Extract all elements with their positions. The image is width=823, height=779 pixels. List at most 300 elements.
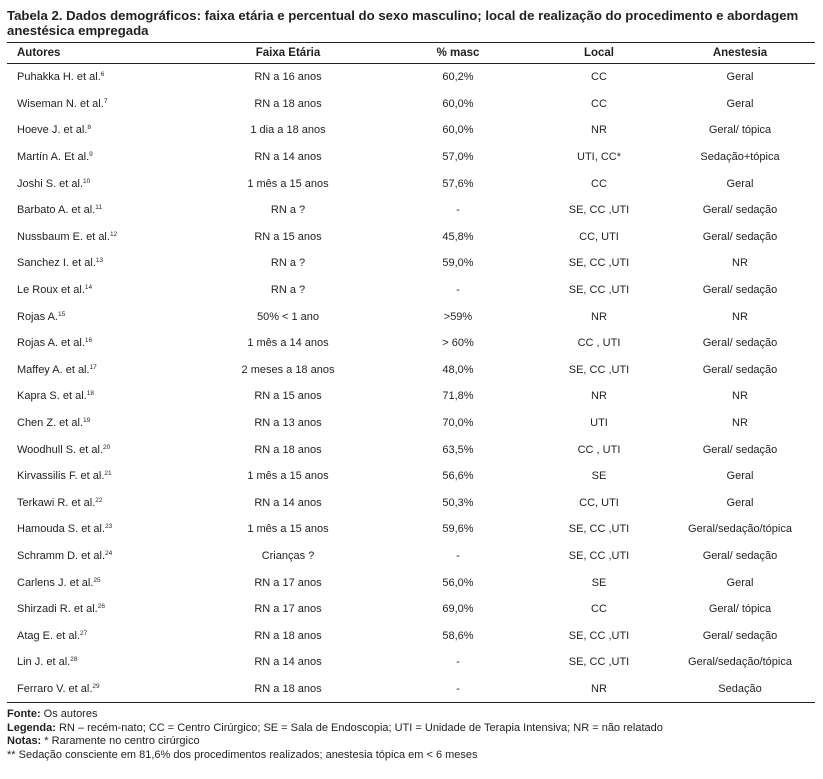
cell-local-text: NR	[591, 124, 607, 137]
cell-author-text: Joshi S. et al.	[17, 177, 84, 190]
reference-number: 7	[103, 97, 108, 105]
cell-age-range-text: 2 meses a 18 anos	[241, 363, 335, 376]
cell-percent-male-text: >59%	[443, 310, 473, 323]
cell-author-text: Chen Z. et al.	[17, 417, 84, 430]
cell-author-text: Shirzadi R. et al.	[17, 603, 98, 616]
table-row	[7, 357, 815, 384]
header-local: Local	[533, 43, 665, 64]
note-legenda-label: Legenda:	[7, 721, 56, 734]
cell-local	[533, 436, 665, 463]
cell-local	[533, 383, 665, 410]
cell-local	[533, 303, 665, 330]
cell-local-text: SE, CC ,UTI	[568, 257, 630, 270]
cell-local-text: SE, CC ,UTI	[568, 549, 630, 562]
cell-author	[7, 383, 193, 410]
cell-author	[7, 170, 193, 197]
cell-author	[7, 490, 193, 517]
cell-anesthesia-text: Geral/ sedação	[702, 629, 778, 642]
cell-local	[533, 649, 665, 676]
table-row	[7, 516, 815, 543]
cell-local	[533, 277, 665, 304]
reference-number: 24	[105, 549, 113, 557]
cell-author-text: Martín A. Et al.	[17, 151, 90, 164]
reference-number: 17	[89, 363, 97, 371]
table-row	[7, 463, 815, 490]
cell-percent-male-text: -	[456, 204, 460, 217]
reference-number: 22	[95, 496, 103, 504]
cell-anesthesia-text: Geral/sedação/tópica	[688, 656, 792, 669]
cell-anesthesia-text: NR	[732, 390, 748, 403]
cell-age-range	[193, 277, 383, 304]
cell-percent-male-text: 48,0%	[442, 363, 474, 376]
table-row	[7, 117, 815, 144]
cell-age-range	[193, 330, 383, 357]
cell-anesthesia	[665, 543, 815, 570]
cell-anesthesia-text: Geral	[726, 496, 754, 509]
cell-local	[533, 91, 665, 118]
cell-anesthesia	[665, 569, 815, 596]
cell-percent-male	[383, 463, 533, 490]
cell-author-text: Kirvassilis F. et al.	[17, 470, 105, 483]
cell-author	[7, 64, 193, 91]
cell-percent-male	[383, 117, 533, 144]
table-row	[7, 676, 815, 703]
cell-anesthesia-text: Geral	[726, 576, 754, 589]
cell-percent-male-text: > 60%	[442, 337, 474, 350]
reference-number: 6	[100, 71, 105, 79]
cell-age-range	[193, 383, 383, 410]
cell-anesthesia	[665, 303, 815, 330]
cell-author-text: Terkawi R. et al.	[17, 496, 96, 509]
cell-local	[533, 490, 665, 517]
cell-local	[533, 676, 665, 703]
cell-author	[7, 569, 193, 596]
cell-percent-male	[383, 383, 533, 410]
reference-number: 14	[84, 284, 93, 292]
cell-local	[533, 144, 665, 171]
cell-age-range-text: RN a 15 anos	[254, 390, 322, 403]
cell-anesthesia	[665, 330, 815, 357]
cell-author	[7, 649, 193, 676]
table-row	[7, 383, 815, 410]
cell-anesthesia	[665, 622, 815, 649]
table-row	[7, 622, 815, 649]
reference-number: 12	[109, 230, 118, 238]
cell-local	[533, 170, 665, 197]
cell-author-text: Sanchez I. et al.	[17, 257, 96, 270]
cell-author-text: Carlens J. et al.	[17, 576, 94, 589]
cell-author-text: Le Roux et al.	[17, 284, 85, 297]
table-row	[7, 250, 815, 277]
cell-anesthesia-text: NR	[732, 417, 748, 430]
cell-anesthesia-text: Geral/ sedação	[702, 204, 778, 217]
cell-age-range-text: 1 mês a 15 anos	[247, 470, 329, 483]
cell-anesthesia	[665, 144, 815, 171]
cell-local	[533, 622, 665, 649]
cell-local-text: CC , UTI	[577, 337, 621, 350]
cell-percent-male-text: -	[456, 284, 460, 297]
cell-author-text: Ferraro V. et al.	[17, 682, 93, 695]
table-row	[7, 91, 815, 118]
cell-author-text: Schramm D. et al.	[17, 549, 106, 562]
reference-number: 25	[93, 576, 101, 584]
cell-percent-male-text: -	[456, 549, 460, 562]
cell-local	[533, 330, 665, 357]
cell-percent-male	[383, 330, 533, 357]
cell-local	[533, 410, 665, 437]
table-row	[7, 410, 815, 437]
cell-author	[7, 516, 193, 543]
table-caption: Tabela 2. Dados demográficos: faixa etária e percentual do sexo masculino; local de realização do procedimento e abordagem anestésica empregada	[7, 8, 799, 38]
table-row	[7, 596, 815, 623]
cell-local	[533, 64, 665, 91]
cell-percent-male-text: 57,6%	[442, 177, 474, 190]
header-percent-masc: % masc	[383, 43, 533, 64]
table-row	[7, 224, 815, 251]
cell-age-range-text: 1 dia a 18 anos	[250, 124, 326, 137]
cell-local	[533, 250, 665, 277]
header-autores: Autores	[7, 43, 193, 64]
cell-author-text: Maffey A. et al.	[17, 363, 90, 376]
cell-age-range-text: RN a 18 anos	[254, 629, 322, 642]
cell-percent-male	[383, 64, 533, 91]
cell-anesthesia	[665, 383, 815, 410]
cell-age-range	[193, 224, 383, 251]
cell-author	[7, 543, 193, 570]
note-fonte	[7, 708, 816, 722]
cell-author	[7, 622, 193, 649]
cell-author	[7, 303, 193, 330]
cell-percent-male	[383, 91, 533, 118]
cell-age-range-text: RN a 18 anos	[254, 97, 322, 110]
cell-author-text: Kapra S. et al.	[17, 390, 87, 403]
cell-percent-male-text: 58,6%	[442, 629, 474, 642]
cell-local-text: CC , UTI	[577, 443, 621, 456]
table-header-row	[7, 43, 815, 64]
cell-anesthesia-text: Geral/ tópica	[708, 124, 772, 137]
cell-age-range-text: RN a 14 anos	[254, 496, 322, 509]
cell-age-range-text: RN a 13 anos	[254, 417, 322, 430]
table-body	[7, 64, 815, 703]
cell-local-text: CC	[591, 603, 607, 616]
cell-percent-male-text: 45,8%	[442, 230, 474, 243]
note-notas-label: Notas:	[7, 735, 42, 748]
table-row	[7, 277, 815, 304]
cell-local-text: UTI, CC*	[577, 151, 621, 164]
cell-percent-male	[383, 622, 533, 649]
cell-percent-male	[383, 543, 533, 570]
cell-author-text: Lin J. et al.	[17, 656, 71, 669]
cell-local-text: CC, UTI	[579, 230, 619, 243]
cell-author-text: Hamouda S. et al.	[17, 523, 106, 536]
note-sedacao: ** Sedação consciente em 81,6% dos procedimentos realizados; anestesia tópica em < 6 meses	[7, 748, 478, 761]
cell-local-text: SE, CC ,UTI	[568, 284, 630, 297]
cell-local-text: CC, UTI	[579, 496, 619, 509]
cell-local-text: SE, CC ,UTI	[568, 363, 630, 376]
reference-number: 11	[95, 204, 103, 212]
cell-age-range	[193, 303, 383, 330]
cell-percent-male	[383, 224, 533, 251]
note-notas	[7, 735, 816, 749]
cell-author	[7, 330, 193, 357]
cell-age-range	[193, 490, 383, 517]
cell-anesthesia-text: Geral	[726, 97, 754, 110]
reference-number: 16	[84, 337, 93, 345]
note-legenda-text: RN – recém-nato; CC = Centro Cirúrgico; SE = Sala de Endoscopia; UTI = Unidade de Terapia Intensiva; NR = não relatado	[55, 721, 663, 734]
cell-age-range	[193, 516, 383, 543]
reference-number: 18	[86, 390, 94, 398]
cell-age-range	[193, 250, 383, 277]
cell-local-text: NR	[591, 682, 607, 695]
cell-age-range-text: Crianças ?	[261, 549, 315, 562]
table-row	[7, 303, 815, 330]
cell-age-range	[193, 91, 383, 118]
cell-local-text: SE, CC ,UTI	[568, 204, 630, 217]
cell-anesthesia	[665, 277, 815, 304]
cell-anesthesia-text: NR	[732, 310, 748, 323]
cell-local	[533, 569, 665, 596]
cell-local-text: SE, CC ,UTI	[568, 656, 630, 669]
cell-age-range-text: RN a 18 anos	[254, 443, 322, 456]
table-row	[7, 543, 815, 570]
cell-age-range-text: RN a 14 anos	[254, 151, 322, 164]
cell-local	[533, 463, 665, 490]
reference-number: 21	[104, 470, 112, 478]
cell-percent-male-text: 60,0%	[442, 97, 474, 110]
cell-age-range-text: RN a 17 anos	[254, 576, 322, 589]
cell-percent-male	[383, 357, 533, 384]
reference-number: 19	[83, 417, 91, 425]
cell-anesthesia	[665, 436, 815, 463]
cell-age-range	[193, 676, 383, 703]
cell-local	[533, 224, 665, 251]
note-legenda	[7, 722, 816, 736]
cell-local-text: SE	[591, 470, 607, 483]
cell-anesthesia	[665, 649, 815, 676]
cell-author	[7, 144, 193, 171]
cell-anesthesia-text: Geral	[726, 470, 754, 483]
cell-anesthesia	[665, 197, 815, 224]
cell-age-range	[193, 436, 383, 463]
cell-anesthesia	[665, 410, 815, 437]
cell-percent-male	[383, 197, 533, 224]
cell-age-range	[193, 596, 383, 623]
table-row	[7, 649, 815, 676]
reference-number: 28	[70, 656, 78, 664]
cell-local	[533, 197, 665, 224]
cell-age-range	[193, 117, 383, 144]
cell-percent-male-text: 60,2%	[442, 71, 474, 84]
cell-author	[7, 197, 193, 224]
cell-percent-male	[383, 676, 533, 703]
note-fonte-label: Fonte:	[7, 708, 41, 721]
cell-percent-male	[383, 303, 533, 330]
cell-age-range	[193, 197, 383, 224]
cell-age-range-text: RN a 16 anos	[254, 71, 322, 84]
cell-age-range	[193, 543, 383, 570]
reference-number: 9	[89, 151, 93, 159]
cell-percent-male-text: -	[456, 656, 460, 669]
cell-percent-male-text: 56,6%	[442, 470, 474, 483]
cell-author-text: Atag E. et al.	[17, 629, 80, 642]
cell-percent-male	[383, 277, 533, 304]
cell-age-range	[193, 357, 383, 384]
cell-anesthesia	[665, 516, 815, 543]
cell-age-range	[193, 410, 383, 437]
cell-percent-male	[383, 516, 533, 543]
cell-percent-male-text: 70,0%	[442, 417, 474, 430]
cell-age-range	[193, 64, 383, 91]
cell-author-text: Hoeve J. et al.	[17, 124, 88, 137]
cell-author-text: Wiseman N. et al.	[17, 97, 104, 110]
cell-age-range-text: RN a 17 anos	[254, 603, 322, 616]
cell-local	[533, 596, 665, 623]
cell-percent-male	[383, 250, 533, 277]
cell-local-text: NR	[591, 310, 607, 323]
cell-anesthesia-text: Geral/ sedação	[702, 284, 778, 297]
cell-local-text: CC	[591, 177, 607, 190]
demographics-table	[7, 42, 815, 703]
cell-percent-male	[383, 569, 533, 596]
cell-author	[7, 91, 193, 118]
cell-anesthesia-text: Geral/ sedação	[702, 337, 778, 350]
cell-anesthesia-text: Geral/ sedação	[702, 230, 778, 243]
cell-anesthesia-text: Geral	[726, 177, 754, 190]
cell-local-text: CC	[591, 71, 607, 84]
reference-number: 23	[105, 523, 113, 531]
cell-local	[533, 117, 665, 144]
cell-anesthesia	[665, 224, 815, 251]
cell-age-range-text: RN a ?	[270, 284, 306, 297]
cell-age-range	[193, 144, 383, 171]
cell-age-range	[193, 622, 383, 649]
cell-author	[7, 357, 193, 384]
cell-anesthesia	[665, 117, 815, 144]
reference-number: 10	[83, 177, 91, 185]
cell-percent-male-text: 69,0%	[442, 603, 474, 616]
cell-percent-male	[383, 144, 533, 171]
table-row	[7, 144, 815, 171]
cell-anesthesia	[665, 64, 815, 91]
cell-local	[533, 357, 665, 384]
cell-percent-male	[383, 410, 533, 437]
table-notes	[7, 708, 816, 762]
cell-anesthesia	[665, 676, 815, 703]
cell-anesthesia-text: Sedação	[718, 682, 762, 695]
cell-author-text: Barbato A. et al.	[17, 204, 96, 217]
cell-local-text: UTI	[590, 417, 608, 430]
cell-author	[7, 410, 193, 437]
cell-percent-male	[383, 490, 533, 517]
cell-age-range-text: 1 mês a 14 anos	[247, 337, 329, 350]
reference-number: 15	[57, 310, 66, 318]
cell-anesthesia-text: NR	[732, 257, 748, 270]
cell-anesthesia-text: Geral/ sedação	[702, 549, 778, 562]
cell-anesthesia	[665, 91, 815, 118]
cell-anesthesia	[665, 596, 815, 623]
cell-percent-male-text: 59,6%	[442, 523, 474, 536]
cell-author	[7, 676, 193, 703]
cell-age-range-text: 50% < 1 ano	[256, 310, 320, 323]
table-row	[7, 490, 815, 517]
reference-number: 26	[97, 603, 105, 611]
cell-author	[7, 463, 193, 490]
cell-author	[7, 596, 193, 623]
cell-percent-male-text: 50,3%	[442, 496, 474, 509]
cell-author	[7, 277, 193, 304]
cell-age-range-text: RN a ?	[270, 257, 306, 270]
cell-author-text: Puhakka H. et al.	[17, 71, 101, 84]
cell-age-range-text: 1 mês a 15 anos	[247, 523, 329, 536]
reference-number: 29	[92, 682, 100, 690]
cell-percent-male-text: 59,0%	[442, 257, 474, 270]
cell-age-range-text: RN a 18 anos	[254, 682, 322, 695]
cell-local-text: SE, CC ,UTI	[568, 629, 630, 642]
cell-author-text: Nussbaum E. et al.	[17, 230, 110, 243]
header-anestesia: Anestesia	[665, 43, 815, 64]
cell-age-range-text: RN a ?	[270, 204, 306, 217]
cell-author	[7, 250, 193, 277]
cell-percent-male-text: -	[456, 682, 460, 695]
cell-percent-male-text: 56,0%	[442, 576, 474, 589]
table-row	[7, 569, 815, 596]
cell-anesthesia	[665, 357, 815, 384]
cell-local	[533, 516, 665, 543]
cell-anesthesia-text: Geral/ tópica	[708, 603, 772, 616]
cell-anesthesia	[665, 463, 815, 490]
cell-percent-male-text: 63,5%	[442, 443, 474, 456]
cell-age-range	[193, 170, 383, 197]
cell-anesthesia	[665, 490, 815, 517]
cell-percent-male-text: 57,0%	[442, 151, 474, 164]
reference-number: 27	[79, 629, 88, 637]
cell-local-text: SE, CC ,UTI	[568, 523, 630, 536]
table-row	[7, 330, 815, 357]
cell-percent-male-text: 60,0%	[442, 124, 474, 137]
cell-author	[7, 436, 193, 463]
cell-age-range	[193, 463, 383, 490]
cell-age-range-text: RN a 15 anos	[254, 230, 322, 243]
cell-percent-male	[383, 649, 533, 676]
cell-age-range	[193, 649, 383, 676]
cell-local	[533, 543, 665, 570]
cell-anesthesia-text: Geral/sedação/tópica	[688, 523, 792, 536]
reference-number: 8	[87, 124, 91, 132]
header-faixa-etaria: Faixa Etária	[193, 43, 383, 64]
cell-anesthesia-text: Geral/ sedação	[702, 363, 778, 376]
note-fonte-text: Os autores	[40, 708, 98, 721]
cell-percent-male	[383, 596, 533, 623]
table-row	[7, 64, 815, 91]
cell-anesthesia-text: Geral	[726, 71, 754, 84]
cell-anesthesia	[665, 250, 815, 277]
cell-age-range-text: 1 mês a 15 anos	[247, 177, 329, 190]
cell-anesthesia-text: Sedação+tópica	[700, 151, 780, 164]
cell-percent-male	[383, 436, 533, 463]
cell-local-text: SE	[591, 576, 607, 589]
cell-author	[7, 224, 193, 251]
cell-age-range-text: RN a 14 anos	[254, 656, 322, 669]
cell-age-range	[193, 569, 383, 596]
cell-percent-male-text: 71,8%	[442, 390, 474, 403]
table-row	[7, 436, 815, 463]
table-row	[7, 170, 815, 197]
table-row	[7, 197, 815, 224]
reference-number: 13	[95, 257, 104, 265]
cell-author-text: Woodhull S. et al.	[17, 443, 104, 456]
cell-anesthesia-text: Geral/ sedação	[702, 443, 778, 456]
cell-local-text: NR	[591, 390, 607, 403]
